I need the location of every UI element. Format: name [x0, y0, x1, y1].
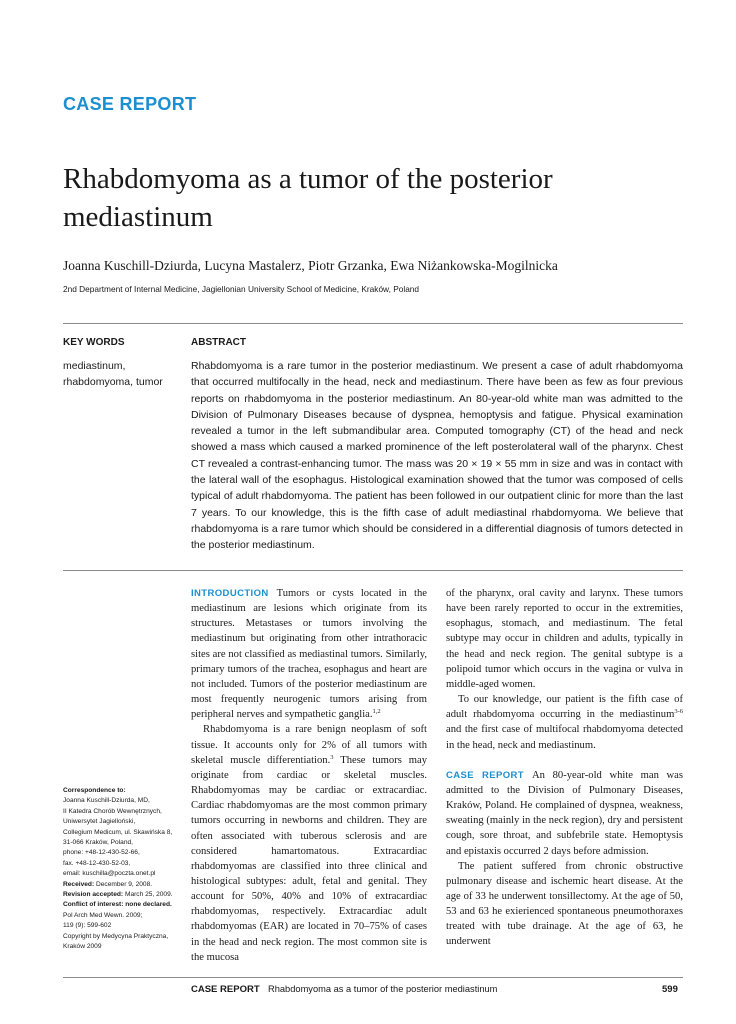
revision-value: March 25, 2009. [124, 891, 173, 899]
footer-running-title: Rhabdomyoma as a tumor of the posterior mediastinum [268, 984, 498, 994]
col2-paragraph-2 [446, 692, 683, 753]
author-list: Joanna Kuschill-Dziurda, Lucyna Mastalerz, Piotr Grzanka, Ewa Niżankowska-Mogilnicka [63, 258, 558, 273]
correspondence-line: Joanna Kuschill-Dziurda, MD, [63, 797, 150, 805]
reference-mark: 3-6 [674, 708, 683, 716]
correspondence-block [63, 786, 181, 953]
introduction-heading: INTRODUCTION [191, 588, 269, 599]
correspondence-line: II Katedra Chorób Wewnętrznych, [63, 807, 162, 815]
revision-label: Revision accepted: [63, 891, 124, 899]
intro-text-2a: Rhabdomyoma is a rare benign neoplasm of soft tissue. It accounts only for 2% of all tumors with skeletal muscle differentiation. [191, 724, 427, 766]
body-column-right [446, 586, 683, 950]
correspondence-line: fax. +48-12-430-52-03, [63, 859, 131, 867]
email-line[interactable]: email: kuschilla@poczta.onet.pl [63, 870, 156, 878]
abstract-heading: ABSTRACT [191, 337, 246, 348]
keywords-text: mediastinum, rhabdomyoma, tumor [63, 360, 163, 388]
revision-line [63, 890, 181, 900]
divider-footer [63, 977, 683, 978]
article-title: Rhabdomyoma as a tumor of the posterior mediastinum [63, 163, 553, 233]
keywords-heading: KEY WORDS [63, 337, 125, 348]
reference-mark: 3 [330, 753, 334, 761]
col2-text-2b: and the first case of multifocal rhabdomyoma detected in the head, neck and mediastinum. [446, 724, 683, 751]
copyright-line: Copyright by Medycyna Praktyczna, [63, 932, 169, 940]
received-line [63, 880, 181, 890]
case-report-heading: CASE REPORT [446, 769, 525, 781]
conflict-line: Conflict of interest: none declared. [63, 901, 172, 909]
case-paragraph-1 [446, 768, 683, 859]
body-column-left [191, 586, 427, 965]
reference-mark: 1,2 [372, 708, 381, 716]
correspondence-line: phone: +48-12-430-52-66, [63, 849, 140, 857]
case-text-1: An 80-year-old white man was admitted to the Division of Pulmonary Diseases, Kraków, Poland. He complained of dyspnea, weakness, sweating (mainly in the neck region), dry and persistent cough, sore throat, and subfebrile state. Hemoptysis and epistaxis occurred 2 days before admission. [446, 769, 683, 857]
copyright-line: Kraków 2009 [63, 943, 102, 951]
section-label: CASE REPORT [63, 94, 197, 114]
intro-paragraph-1 [191, 586, 427, 722]
correspondence-line: Uniwersytet Jagielloński, [63, 818, 136, 826]
col2-text-2a: To our knowledge, our patient is the fifth case of adult rhabdomyoma occurring in the mediastinum [446, 694, 683, 721]
divider-top [63, 323, 683, 324]
col2-paragraph-1: of the pharynx, oral cavity and larynx. These tumors have been rarely reported to occur in the extremities, esophagus, stomach, and mediastinum. The fetal subtype may occur in children and adults, typically in the head and neck region. The genital subtype is a polipoid tumor which occurs in the vagina or vulva in middle-aged women. [446, 588, 683, 690]
intro-text-2b: These tumors may originate from cardiac or skeletal muscles. Rhabdomyomas may be cardiac or extracardiac. Cardiac rhabdomyomas are the most common primary tumors occurring in newborns and children. They are often associated with tuberous sclerosis and are considered hamartomatous. Extracardiac rhabdomyomas are classified into three clinical and histological subtypes: adult, fetal and genital. They account for 50%, 40% and 10% of extracardiac rhabdomyomas, respectively. Extracardiac adult rhabdomyomas (EAR) are located in 70–75% of cases in the head and neck region. The most common site is the mucosa [191, 754, 428, 963]
divider-abstract [63, 570, 683, 571]
correspondence-line: 31-066 Kraków, Poland, [63, 839, 134, 847]
correspondence-line: Collegium Medicum, ul. Skawińska 8, [63, 828, 173, 836]
citation-line: 119 (9): 599-602 [63, 922, 112, 930]
case-paragraph-2: The patient suffered from chronic obstructive pulmonary disease and ischemic heart disease. At the age of 33 he underwent tonsillectomy. At the age of 50, 53 and 63 he exierienced spontaneous pneumothoraxes treated with tube drainage. At the age of 63, he underwent [446, 860, 683, 948]
correspondence-heading: Correspondence to: [63, 787, 126, 794]
intro-text-1: Tumors or cysts located in the mediastinum are lesions which originate from its structures. Metastases or tumors involving the mediastinum but originating from other intrathoracic sites are not classified as mediastinal tumors. Similarly, primary tumors of the trachea, esophagus and heart are not included. Tumors of the posterior mediastinum are most frequently neurogenic tumors arising from peripheral nerves and sympathetic ganglia. [191, 588, 427, 721]
footer-section-label: CASE REPORT [191, 984, 260, 995]
abstract-text: Rhabdomyoma is a rare tumor in the posterior mediastinum. We present a case of adult rhabdomyoma that occurred multifocally in the head, neck and mediastinum. There have been as few as four previous reports on rhabdomyoma in the posterior mediastinum. An 80-year-old white man was admitted to the Division of Pulmonary Diseases because of dyspnea, hemoptysis and fatigue. Physical examination revealed a tumor in the left submandibular area. Computed tomography (CT) of the head and neck showed a mass which caused a marked prominence of the left posterolateral wall of the pharynx. Chest CT revealed a contrast-enhancing tumor. The mass was 20 × 19 × 55 mm in size and was in contact with the lateral wall of the esophagus. Histological examination showed that the tumor was composed of cells typical of adult rhabdomyoma. The patient has been followed in our outpatient clinic for more than the last 7 years. To our knowledge, this is the fifth case of adult mediastinal rhabdomyoma. We believe that rhabdomyoma is a rare tumor which should be considered in a differential diagnosis of tumors detected in the posterior mediastinum. [191, 360, 683, 552]
citation-line: Pol Arch Med Wewn. 2009; [63, 911, 143, 919]
page-number: 599 [662, 984, 678, 995]
received-label: Received: [63, 880, 95, 888]
received-value: December 9, 2008. [96, 880, 153, 888]
intro-paragraph-2 [191, 722, 427, 965]
affiliation: 2nd Department of Internal Medicine, Jagiellonian University School of Medicine, Kraków, Poland [63, 284, 420, 294]
